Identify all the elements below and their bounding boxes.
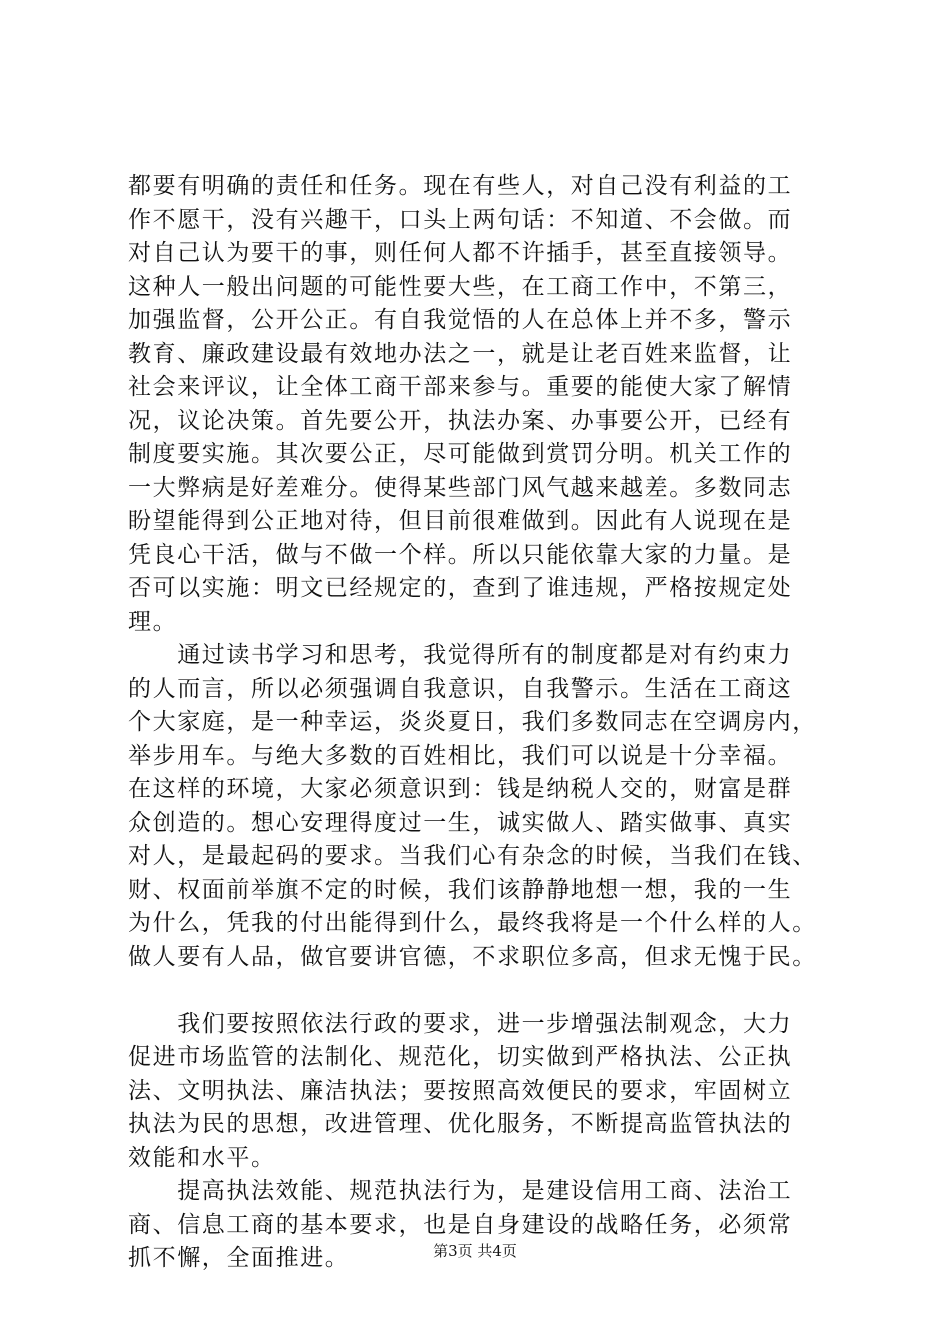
text-line: 理。 [128, 608, 178, 635]
text-line: 效能和水平。 [128, 1144, 276, 1171]
text-line: 抓不懈，全面推进。 [128, 1245, 350, 1271]
text-line: 为什么，凭我的付出能得到什么，最终我将是一个什么样的人。 [128, 910, 817, 936]
text-line: 财、权面前举旗不定的时候，我们该静静地想一想，我的一生 [128, 876, 793, 903]
text-line: 促进市场监管的法制化、规范化，切实做到严格执法、公正执 [128, 1044, 793, 1070]
text-line: 作不愿干，没有兴趣干，口头上两句话：不知道、不会做。而 [128, 206, 793, 233]
text-line: 在这样的环境，大家必须意识到：钱是纳税人交的，财富是群 [128, 776, 793, 802]
page-number: 第3页 共4页 [433, 1242, 517, 1260]
text-line: 制度要实施。其次要公正，尽可能做到赏罚分明。机关工作的 [128, 441, 793, 467]
text-line: 一大弊病是好差难分。使得某些部门风气越来越差。多数同志 [128, 474, 793, 501]
text-line: 这种人一般出问题的可能性要大些，在工商工作中，不第三， [128, 273, 793, 300]
text-line: 通过读书学习和思考，我觉得所有的制度都是对有约束力 [128, 642, 793, 668]
page-footer [0, 1241, 950, 1261]
text-line: 法、文明执法、廉洁执法；要按照高效便民的要求，牢固树立 [128, 1077, 793, 1104]
text-line: 都要有明确的责任和任务。现在有些人，对自己没有利益的工 [128, 173, 793, 199]
text-line: 社会来评议，让全体工商干部来参与。重要的能使大家了解情 [128, 374, 793, 400]
text-line: 的人而言，所以必须强调自我意识，自我警示。生活在工商这 [128, 675, 793, 702]
text-line: 众创造的。想心安理得度过一生，诚实做人、踏实做事、真实 [128, 809, 793, 836]
text-line: 举步用车。与绝大多数的百姓相比，我们可以说是十分幸福。 [128, 742, 793, 769]
text-line: 提高执法效能、规范执法行为，是建设信用工商、法治工 [128, 1178, 793, 1204]
text-line: 教育、廉政建设最有效地办法之一，就是让老百姓来监督，让 [128, 340, 793, 367]
text-line: 对自己认为要干的事，则任何人都不许插手，甚至直接领导。 [128, 240, 793, 266]
text-line: 否可以实施：明文已经规定的，查到了谁违规，严格按规定处 [128, 575, 793, 601]
text-line: 个大家庭，是一种幸运，炎炎夏日，我们多数同志在空调房内， [128, 709, 817, 735]
text-line: 我们要按照依法行政的要求，进一步增强法制观念，大力 [128, 1010, 793, 1037]
text-line: 做人要有人品，做官要讲官德，不求职位多高，但求无愧于民。 [128, 943, 817, 970]
text-line: 加强监督，公开公正。有自我觉悟的人在总体上并不多，警示 [128, 307, 793, 333]
text-line: 盼望能得到公正地对待，但目前很难做到。因此有人说现在是 [128, 508, 793, 534]
text-line: 商、信息工商的基本要求，也是自身建设的战略任务，必须常 [128, 1211, 793, 1238]
document-body [128, 170, 836, 1276]
text-line: 凭良心干活，做与不做一个样。所以只能依靠大家的力量。是 [128, 541, 793, 568]
text-line: 况，议论决策。首先要公开，执法办案、办事要公开，已经有 [128, 407, 793, 434]
text-line: 对人，是最起码的要求。当我们心有杂念的时候，当我们在钱、 [128, 843, 817, 869]
text-line: 执法为民的思想，改进管理、优化服务，不断提高监管执法的 [128, 1111, 793, 1137]
blank-line [128, 974, 836, 1008]
